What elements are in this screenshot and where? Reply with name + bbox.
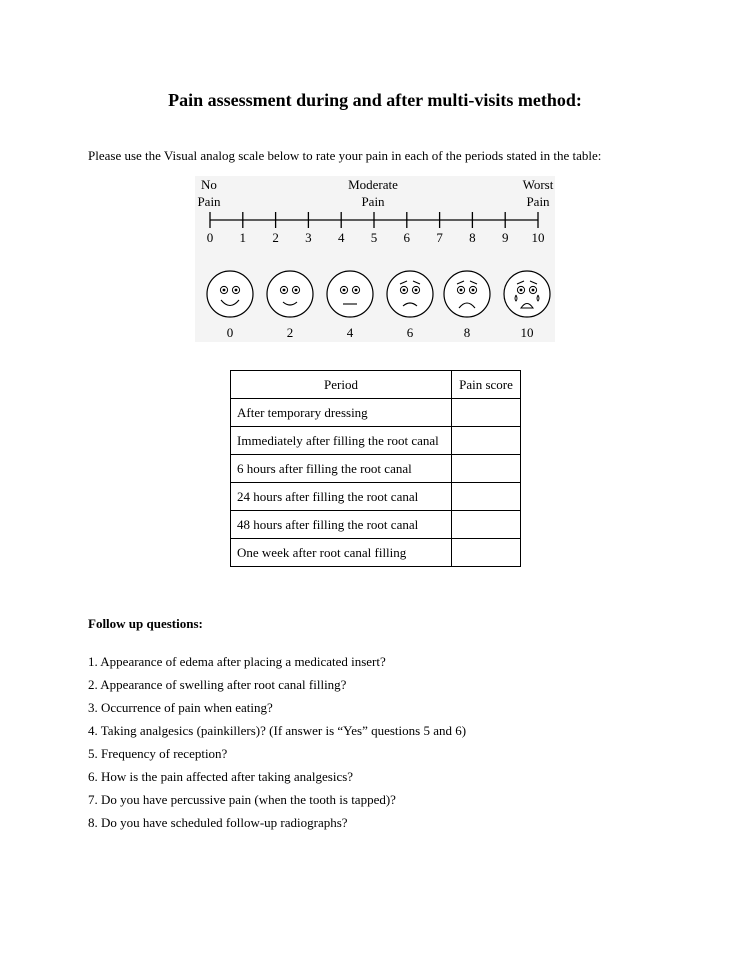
table-header-row	[231, 371, 521, 399]
pain-score-cell[interactable]	[452, 399, 521, 427]
followup-question: 5. Frequency of reception?	[88, 746, 228, 761]
period-cell: Immediately after filling the root canal	[231, 427, 452, 455]
table-row	[231, 539, 521, 567]
face-score-label: 0	[226, 325, 234, 340]
page-title: Pain assessment during and after multi-visits method:	[168, 90, 582, 110]
pain-score-cell[interactable]	[452, 455, 521, 483]
label-moderate: Moderate	[348, 177, 398, 192]
tick-label: 10	[531, 230, 545, 245]
column-header-period: Period	[231, 371, 452, 399]
period-cell: 24 hours after filling the root canal	[231, 483, 452, 511]
label-worst: Worst	[522, 177, 554, 192]
pain-score-cell[interactable]	[452, 539, 521, 567]
face-sad-icon	[387, 271, 433, 317]
vas-graphic	[195, 176, 555, 342]
pain-score-cell[interactable]	[452, 511, 521, 539]
label-pain-left: Pain	[197, 194, 221, 209]
followup-question: 8. Do you have scheduled follow-up radiographs?	[88, 815, 348, 830]
pupil	[532, 289, 535, 292]
followup-question: 4. Taking analgesics (painkillers)? (If answer is “Yes” questions 5 and 6)	[88, 723, 467, 738]
face-crying-icon	[504, 271, 550, 317]
pupil	[460, 289, 463, 292]
face-score-label: 8	[463, 325, 471, 340]
face-smile-icon	[267, 271, 313, 317]
tick-label: 3	[305, 230, 312, 245]
tick-label: 5	[370, 230, 378, 245]
followup-question: 3. Occurrence of pain when eating?	[88, 700, 273, 715]
intro-text: Please use the Visual analog scale below to rate your pain in each of the periods stated in the table:	[88, 148, 602, 163]
column-header-pain-score: Pain score	[452, 371, 521, 399]
pupil	[343, 289, 346, 292]
tick-label: 2	[272, 230, 279, 245]
label-pain-right: Pain	[526, 194, 550, 209]
followup-question: 2. Appearance of swelling after root canal filling?	[88, 677, 347, 692]
followup-question: 1. Appearance of edema after placing a medicated insert?	[88, 654, 386, 669]
tick-label: 1	[239, 230, 247, 245]
pain-score-cell[interactable]	[452, 483, 521, 511]
table-row	[231, 427, 521, 455]
pupil	[355, 289, 358, 292]
face-score-label: 10	[520, 325, 534, 340]
pupil	[283, 289, 286, 292]
face-neutral-icon	[327, 271, 373, 317]
tick-label: 4	[337, 230, 345, 245]
pupil	[223, 289, 226, 292]
period-cell: 48 hours after filling the root canal	[231, 511, 452, 539]
pupil	[235, 289, 238, 292]
period-cell: One week after root canal filling	[231, 539, 452, 567]
followup-question: 6. How is the pain affected after taking analgesics?	[88, 769, 354, 784]
face-score-label: 4	[346, 325, 354, 340]
tick-label: 0	[206, 230, 214, 245]
table-row	[231, 399, 521, 427]
pupil	[520, 289, 523, 292]
period-cell: After temporary dressing	[231, 399, 452, 427]
followup-heading: Follow up questions:	[88, 616, 203, 631]
pain-score-cell[interactable]	[452, 427, 521, 455]
face-distressed-icon	[444, 271, 490, 317]
table-row	[231, 483, 521, 511]
label-no: No	[201, 177, 217, 192]
followup-question-list	[88, 653, 466, 837]
tick-label: 9	[501, 230, 509, 245]
face-score-label: 6	[406, 325, 414, 340]
face-happy-icon	[207, 271, 253, 317]
label-pain-middle: Pain	[361, 194, 385, 209]
tick-label: 8	[469, 230, 476, 245]
table-row	[231, 455, 521, 483]
pupil	[295, 289, 298, 292]
tick-label: 7	[436, 230, 443, 245]
pupil	[403, 289, 406, 292]
pain-score-table	[230, 370, 521, 567]
tick-label: 6	[403, 230, 411, 245]
followup-question: 7. Do you have percussive pain (when the tooth is tapped)?	[88, 792, 396, 807]
face-score-label: 2	[286, 325, 294, 340]
visual-analog-scale	[195, 176, 555, 342]
table-row	[231, 511, 521, 539]
period-cell: 6 hours after filling the root canal	[231, 455, 452, 483]
pupil	[415, 289, 418, 292]
pupil	[472, 289, 475, 292]
